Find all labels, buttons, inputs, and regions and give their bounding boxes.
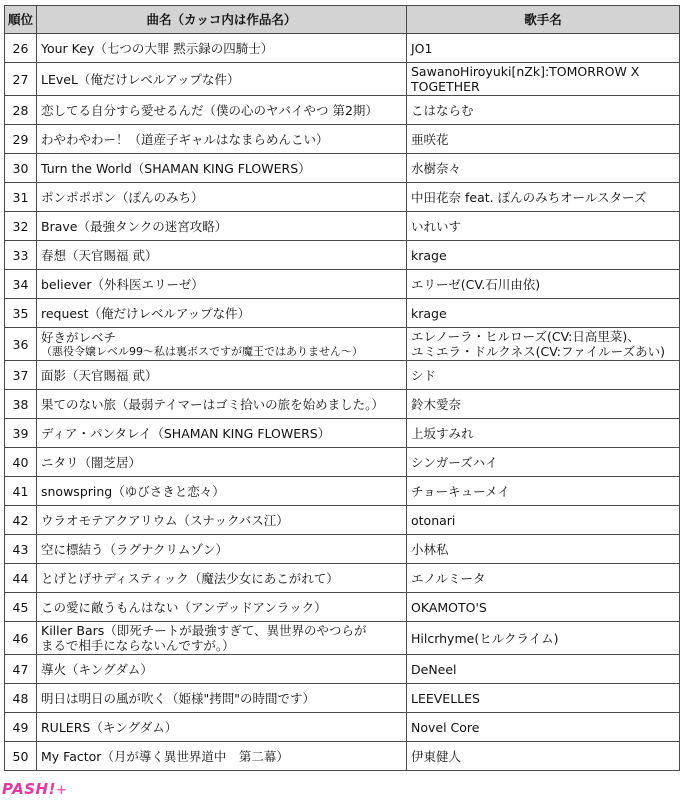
artist-cell [407,535,680,564]
song-cell [37,361,407,390]
song-line: ポンポポポン（ぽんのみち） [41,189,204,205]
song-line: RULERS（キングダム） [41,719,178,735]
rank-cell: 46 [5,622,37,655]
song-cell [37,96,407,125]
artist-cell [407,96,680,125]
song-cell [37,684,407,713]
song-cell [37,63,407,96]
table-row [5,212,680,241]
table-row [5,63,680,96]
artist-cell [407,361,680,390]
artist-line: DeNeel [411,661,457,677]
song-cell [37,390,407,419]
table-row [5,713,680,742]
table-row [5,622,680,655]
rank-cell: 42 [5,506,37,535]
table-row [5,506,680,535]
table-row [5,448,680,477]
song-line: request（俺だけレベルアップな件） [41,305,251,321]
artist-cell [407,448,680,477]
song-line: Turn the World（SHAMAN KING FLOWERS） [41,160,311,176]
song-cell [37,564,407,593]
rank-cell: 38 [5,390,37,419]
artist-cell [407,63,680,96]
song-line: まるで相手にならないんですが。） [41,638,235,653]
artist-cell [407,713,680,742]
artist-cell [407,655,680,684]
artist-cell [407,742,680,771]
artist-cell [407,506,680,535]
table-row [5,270,680,299]
artist-cell [407,270,680,299]
artist-cell [407,564,680,593]
table-row [5,241,680,270]
rank-cell: 39 [5,419,37,448]
rank-cell: 47 [5,655,37,684]
song-line: Brave（最強タンクの迷宮攻略） [41,218,228,234]
artist-line: ユミエラ・ドルクネス(CV:ファイルーズあい) [411,344,665,359]
song-line: この愛に敵うもんはない（アンデッドアンラック） [41,599,327,615]
ranking-table [4,5,680,771]
song-cell [37,34,407,63]
artist-line: 小林私 [411,541,449,557]
song-line: 明日は明日の風が吹く（姫様"拷問"の時間です） [41,690,315,706]
artist-cell [407,328,680,361]
rank-cell: 37 [5,361,37,390]
song-cell [37,241,407,270]
table-row [5,477,680,506]
rank-cell: 33 [5,241,37,270]
song-cell [37,655,407,684]
artist-line: 水樹奈々 [411,160,462,176]
song-line: ニタリ（闇芝居） [41,454,142,470]
artist-cell [407,622,680,655]
artist-line: エレノーラ・ヒルローズ(CV:日高里菜)、 [411,329,640,344]
song-line: 空に標結う（ラグナクリムゾン） [41,541,229,557]
logo-text: PASH! [2,780,56,798]
song-cell [37,212,407,241]
artist-line: Novel Core [411,719,480,735]
rank-cell: 34 [5,270,37,299]
song-subtitle: （悪役令嬢レベル99～私は裏ボスですが魔王ではありません～） [41,344,363,358]
song-line: 導火（キングダム） [41,661,153,677]
artist-cell [407,241,680,270]
table-row [5,564,680,593]
song-line: ウラオモテアクアリウム（スナックバス江） [41,512,289,528]
artist-cell [407,34,680,63]
header-row [5,6,680,34]
song-line: believer（外科医エリーゼ） [41,276,204,292]
logo-plus: + [55,783,68,798]
song-line: Killer Bars（即死チートが最強すぎて、異世界のやつらが [41,623,367,638]
artist-line: otonari [411,512,456,528]
table-row [5,655,680,684]
song-line: My Factor（月が導く異世界道中 第二幕） [41,748,289,764]
table-row [5,125,680,154]
song-line: 春想（天官賜福 貮） [41,247,158,263]
artist-line: Hilcrhyme(ヒルクライム) [411,630,559,646]
song-cell [37,535,407,564]
artist-cell [407,390,680,419]
rank-cell: 50 [5,742,37,771]
artist-cell [407,593,680,622]
song-cell [37,154,407,183]
artist-line: 亜咲花 [411,131,449,147]
song-cell [37,593,407,622]
song-cell [37,419,407,448]
rank-cell: 30 [5,154,37,183]
header-artist: 歌手名 [407,6,680,34]
song-cell [37,713,407,742]
rank-cell: 26 [5,34,37,63]
artist-line: LEEVELLES [411,690,480,706]
artist-cell [407,299,680,328]
rank-cell: 29 [5,125,37,154]
rank-cell: 43 [5,535,37,564]
artist-cell [407,419,680,448]
song-cell [37,622,407,655]
rank-cell: 27 [5,63,37,96]
song-line: 好きがレベチ [41,329,117,345]
table-row [5,390,680,419]
artist-line: こはならむ [411,102,474,118]
rank-cell: 31 [5,183,37,212]
ranking-rows [5,34,680,771]
header-song: 曲名（カッコ内は作品名） [37,6,407,34]
table-row [5,684,680,713]
table-row [5,742,680,771]
song-cell [37,477,407,506]
song-cell [37,448,407,477]
song-cell [37,299,407,328]
artist-line: シド [411,367,437,383]
artist-line: OKAMOTO'S [411,599,487,615]
song-line: わやわやわー！（道産子ギャルはなまらめんこい） [41,131,329,147]
artist-line: いれいす [411,218,462,234]
artist-cell [407,183,680,212]
song-cell [37,328,407,361]
song-cell [37,183,407,212]
table-row [5,96,680,125]
rank-cell: 35 [5,299,37,328]
artist-line: エノルミータ [411,570,486,586]
song-line: ディア・パンタレイ（SHAMAN KING FLOWERS） [41,425,331,441]
table-row [5,419,680,448]
header-rank: 順位 [5,6,37,34]
artist-line: 上坂すみれ [411,425,474,441]
artist-line: 鈴木愛奈 [411,396,462,412]
rank-cell: 32 [5,212,37,241]
artist-cell [407,125,680,154]
rank-cell: 28 [5,96,37,125]
table-row [5,154,680,183]
rank-cell: 48 [5,684,37,713]
rank-cell: 44 [5,564,37,593]
table-row [5,183,680,212]
artist-line: チョーキューメイ [411,483,510,499]
artist-cell [407,477,680,506]
table-row [5,535,680,564]
song-line: 恋してる自分すら愛せるんだ（僕の心のヤバイやつ 第2期） [41,102,378,118]
rank-cell: 45 [5,593,37,622]
artist-line: シンガーズハイ [411,454,498,470]
artist-line: TOGETHER [411,79,480,94]
artist-cell [407,212,680,241]
rank-cell: 40 [5,448,37,477]
rank-cell: 49 [5,713,37,742]
artist-line: 伊東健人 [411,748,462,764]
table-row [5,299,680,328]
table-row [5,328,680,361]
song-cell [37,742,407,771]
artist-line: 中田花奈 feat. ぽんのみちオールスターズ [411,189,647,205]
song-line: snowspring（ゆびさきと恋々） [41,483,225,499]
song-line: Your Key（七つの大罪 黙示録の四騎士） [41,40,274,56]
song-line: 果てのない旅（最弱テイマーはゴミ拾いの旅を始めました。） [41,396,384,412]
rank-cell: 41 [5,477,37,506]
song-cell [37,506,407,535]
table-row [5,361,680,390]
artist-line: krage [411,305,447,321]
song-line: LEveL（俺だけレベルアップな件） [41,71,240,87]
artist-cell [407,154,680,183]
artist-line: JO1 [411,40,433,56]
artist-line: krage [411,247,447,263]
song-cell [37,125,407,154]
song-line: 面影（天官賜福 貮） [41,367,158,383]
artist-line: SawanoHiroyuki[nZk]:TOMORROW X [411,64,640,79]
artist-line: エリーゼ(CV.石川由依) [411,276,541,292]
pash-logo [2,780,67,798]
song-cell [37,270,407,299]
table-row [5,34,680,63]
song-line: とげとげサディスティック（魔法少女にあこがれて） [41,570,339,586]
rank-cell: 36 [5,328,37,361]
artist-cell [407,684,680,713]
table-row [5,593,680,622]
